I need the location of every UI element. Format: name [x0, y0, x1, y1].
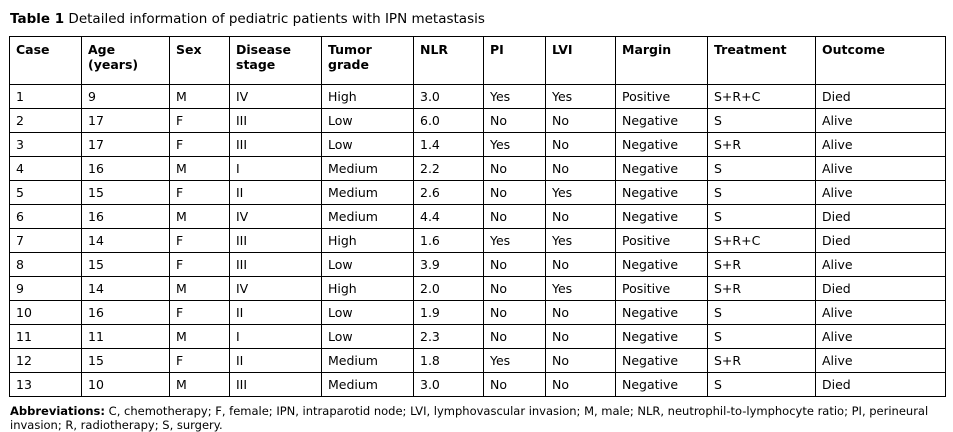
cell-margin: Negative — [616, 301, 708, 325]
cell-pi: Yes — [484, 229, 546, 253]
cell-nlr: 4.4 — [414, 205, 484, 229]
cell-outcome: Died — [816, 85, 946, 109]
cell-sex: F — [170, 301, 230, 325]
cell-treatment: S+R — [708, 349, 816, 373]
cell-outcome: Alive — [816, 349, 946, 373]
cell-age: 17 — [82, 109, 170, 133]
patient-information-table — [9, 36, 946, 397]
cell-margin: Negative — [616, 253, 708, 277]
cell-sex: F — [170, 229, 230, 253]
cell-lvi: No — [546, 253, 616, 277]
cell-treatment: S — [708, 109, 816, 133]
cell-age: 11 — [82, 325, 170, 349]
cell-disease-stage: II — [230, 301, 322, 325]
table-row — [10, 205, 946, 229]
cell-sex: F — [170, 181, 230, 205]
cell-pi: No — [484, 277, 546, 301]
cell-disease-stage: I — [230, 157, 322, 181]
cell-lvi: Yes — [546, 277, 616, 301]
cell-sex: M — [170, 157, 230, 181]
cell-pi: No — [484, 109, 546, 133]
cell-treatment: S+R — [708, 253, 816, 277]
cell-case: 12 — [10, 349, 82, 373]
cell-lvi: No — [546, 157, 616, 181]
cell-nlr: 1.6 — [414, 229, 484, 253]
cell-tumor-grade: Low — [322, 301, 414, 325]
cell-nlr: 1.4 — [414, 133, 484, 157]
cell-margin: Negative — [616, 133, 708, 157]
cell-disease-stage: I — [230, 325, 322, 349]
table-row — [10, 325, 946, 349]
cell-tumor-grade: Medium — [322, 349, 414, 373]
cell-sex: M — [170, 325, 230, 349]
cell-pi: No — [484, 157, 546, 181]
cell-outcome: Alive — [816, 301, 946, 325]
column-header-tumor-grade — [322, 37, 414, 85]
cell-case: 10 — [10, 301, 82, 325]
cell-age: 9 — [82, 85, 170, 109]
cell-margin: Negative — [616, 109, 708, 133]
cell-outcome: Died — [816, 205, 946, 229]
cell-disease-stage: III — [230, 133, 322, 157]
cell-treatment: S — [708, 325, 816, 349]
footnote-label: Abbreviations: — [10, 404, 106, 418]
cell-sex: M — [170, 277, 230, 301]
cell-outcome: Alive — [816, 253, 946, 277]
cell-outcome: Alive — [816, 325, 946, 349]
cell-pi: No — [484, 373, 546, 397]
cell-outcome: Died — [816, 229, 946, 253]
cell-age: 16 — [82, 301, 170, 325]
column-header-margin-line1: Margin — [622, 42, 672, 57]
column-header-pi-line1: PI — [490, 42, 504, 57]
cell-lvi: No — [546, 133, 616, 157]
cell-case: 2 — [10, 109, 82, 133]
cell-lvi: No — [546, 325, 616, 349]
cell-treatment: S+R — [708, 133, 816, 157]
cell-margin: Negative — [616, 181, 708, 205]
cell-treatment: S+R+C — [708, 229, 816, 253]
cell-tumor-grade: High — [322, 85, 414, 109]
cell-pi: No — [484, 325, 546, 349]
cell-age: 15 — [82, 181, 170, 205]
cell-case: 9 — [10, 277, 82, 301]
cell-case: 3 — [10, 133, 82, 157]
table-row — [10, 301, 946, 325]
table-row — [10, 349, 946, 373]
cell-pi: Yes — [484, 133, 546, 157]
cell-nlr: 3.9 — [414, 253, 484, 277]
column-header-disease-stage-line1: Disease — [236, 42, 291, 57]
cell-outcome: Alive — [816, 181, 946, 205]
cell-nlr: 6.0 — [414, 109, 484, 133]
cell-outcome: Alive — [816, 133, 946, 157]
cell-case: 8 — [10, 253, 82, 277]
column-header-outcome — [816, 37, 946, 85]
table-row — [10, 229, 946, 253]
column-header-treatment-line1: Treatment — [714, 42, 787, 57]
cell-pi: No — [484, 301, 546, 325]
cell-lvi: Yes — [546, 229, 616, 253]
column-header-pi — [484, 37, 546, 85]
cell-case: 7 — [10, 229, 82, 253]
cell-age: 15 — [82, 253, 170, 277]
cell-nlr: 2.0 — [414, 277, 484, 301]
cell-lvi: No — [546, 301, 616, 325]
cell-sex: F — [170, 133, 230, 157]
cell-case: 4 — [10, 157, 82, 181]
footnote-text: C, chemotherapy; F, female; IPN, intraparotid node; LVI, lymphovascular invasion; M, male; NLR, neutrophil-to-lymphocyte ratio; PI, perineural invasion; R, radiotherapy; S, surgery. — [10, 404, 929, 432]
cell-tumor-grade: Low — [322, 325, 414, 349]
cell-treatment: S+R — [708, 277, 816, 301]
cell-lvi: No — [546, 205, 616, 229]
cell-nlr: 1.8 — [414, 349, 484, 373]
cell-sex: M — [170, 373, 230, 397]
cell-nlr: 3.0 — [414, 85, 484, 109]
column-header-age-line1: Age — [88, 42, 116, 57]
column-header-case — [10, 37, 82, 85]
cell-lvi: Yes — [546, 181, 616, 205]
column-header-sex-line1: Sex — [176, 42, 202, 57]
cell-outcome: Died — [816, 277, 946, 301]
table-header-row — [10, 37, 946, 85]
cell-margin: Positive — [616, 85, 708, 109]
cell-lvi: No — [546, 373, 616, 397]
cell-outcome: Alive — [816, 157, 946, 181]
column-header-age-line2: (years) — [88, 57, 139, 72]
column-header-tumor-grade-line1: Tumor — [328, 42, 372, 57]
cell-margin: Negative — [616, 205, 708, 229]
column-header-case-line1: Case — [16, 42, 50, 57]
column-header-disease-stage — [230, 37, 322, 85]
column-header-disease-stage-line2: stage — [236, 57, 276, 72]
cell-margin: Positive — [616, 277, 708, 301]
cell-disease-stage: II — [230, 181, 322, 205]
cell-disease-stage: IV — [230, 85, 322, 109]
cell-case: 5 — [10, 181, 82, 205]
cell-sex: F — [170, 253, 230, 277]
cell-nlr: 2.3 — [414, 325, 484, 349]
cell-tumor-grade: High — [322, 229, 414, 253]
cell-nlr: 1.9 — [414, 301, 484, 325]
cell-sex: M — [170, 85, 230, 109]
table-row — [10, 109, 946, 133]
cell-tumor-grade: Low — [322, 133, 414, 157]
cell-disease-stage: IV — [230, 277, 322, 301]
cell-disease-stage: II — [230, 349, 322, 373]
table-row — [10, 157, 946, 181]
cell-margin: Positive — [616, 229, 708, 253]
cell-lvi: No — [546, 349, 616, 373]
cell-case: 13 — [10, 373, 82, 397]
cell-treatment: S+R+C — [708, 85, 816, 109]
table-row — [10, 133, 946, 157]
caption-text: Detailed information of pediatric patients with IPN metastasis — [68, 11, 485, 27]
cell-pi: No — [484, 253, 546, 277]
cell-age: 16 — [82, 157, 170, 181]
table-row — [10, 373, 946, 397]
cell-treatment: S — [708, 157, 816, 181]
column-header-margin — [616, 37, 708, 85]
cell-margin: Negative — [616, 373, 708, 397]
cell-tumor-grade: Low — [322, 109, 414, 133]
cell-pi: No — [484, 205, 546, 229]
cell-disease-stage: III — [230, 253, 322, 277]
cell-sex: F — [170, 349, 230, 373]
table-row — [10, 85, 946, 109]
cell-tumor-grade: Medium — [322, 373, 414, 397]
cell-age: 15 — [82, 349, 170, 373]
caption-label: Table 1 — [10, 11, 65, 27]
column-header-tumor-grade-line2: grade — [328, 57, 369, 72]
cell-treatment: S — [708, 373, 816, 397]
cell-margin: Negative — [616, 325, 708, 349]
cell-case: 6 — [10, 205, 82, 229]
cell-case: 1 — [10, 85, 82, 109]
cell-age: 16 — [82, 205, 170, 229]
cell-outcome: Alive — [816, 109, 946, 133]
cell-disease-stage: III — [230, 109, 322, 133]
column-header-outcome-line1: Outcome — [822, 42, 886, 57]
column-header-treatment — [708, 37, 816, 85]
cell-tumor-grade: High — [322, 277, 414, 301]
cell-case: 11 — [10, 325, 82, 349]
cell-age: 10 — [82, 373, 170, 397]
cell-tumor-grade: Medium — [322, 181, 414, 205]
cell-nlr: 3.0 — [414, 373, 484, 397]
column-header-nlr — [414, 37, 484, 85]
cell-tumor-grade: Medium — [322, 205, 414, 229]
cell-disease-stage: III — [230, 373, 322, 397]
cell-pi: Yes — [484, 85, 546, 109]
cell-treatment: S — [708, 181, 816, 205]
table-footnote — [10, 404, 946, 432]
cell-treatment: S — [708, 205, 816, 229]
column-header-lvi-line1: LVI — [552, 42, 573, 57]
cell-margin: Negative — [616, 157, 708, 181]
cell-tumor-grade: Low — [322, 253, 414, 277]
table-row — [10, 181, 946, 205]
cell-nlr: 2.2 — [414, 157, 484, 181]
cell-pi: Yes — [484, 349, 546, 373]
column-header-nlr-line1: NLR — [420, 42, 449, 57]
cell-nlr: 2.6 — [414, 181, 484, 205]
cell-disease-stage: IV — [230, 205, 322, 229]
cell-outcome: Died — [816, 373, 946, 397]
cell-age: 14 — [82, 229, 170, 253]
column-header-lvi — [546, 37, 616, 85]
cell-treatment: S — [708, 301, 816, 325]
column-header-sex — [170, 37, 230, 85]
cell-pi: No — [484, 181, 546, 205]
column-header-age — [82, 37, 170, 85]
cell-sex: M — [170, 205, 230, 229]
table-caption — [10, 10, 945, 28]
cell-lvi: No — [546, 109, 616, 133]
cell-margin: Negative — [616, 349, 708, 373]
table-row — [10, 277, 946, 301]
cell-sex: F — [170, 109, 230, 133]
table-row — [10, 253, 946, 277]
cell-tumor-grade: Medium — [322, 157, 414, 181]
cell-age: 14 — [82, 277, 170, 301]
cell-age: 17 — [82, 133, 170, 157]
cell-disease-stage: III — [230, 229, 322, 253]
cell-lvi: Yes — [546, 85, 616, 109]
